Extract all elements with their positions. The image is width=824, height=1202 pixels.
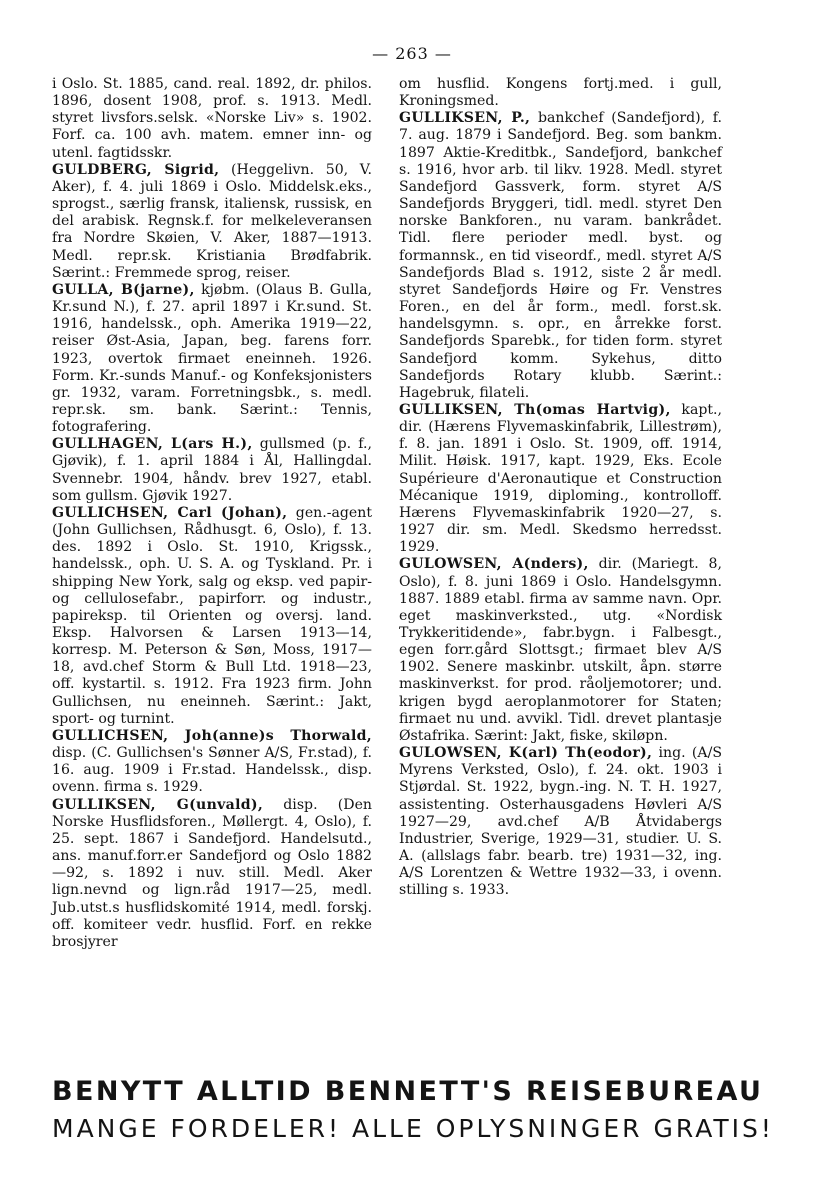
entry-gulowsen-karl [399,745,722,899]
entry-name: GULLIKSEN, G(unvald), [52,796,264,813]
entry-text: om husflid. Kongens fortj.med. i gull, Kroningsmed. [399,76,722,110]
entry-text: disp. (Den Norske Husflidsforen., Møllergt. 4, Oslo), f. 25. sept. 1867 i Sandefjord. Handelsutd., ans. manuf.forr.er Sandefjord og Oslo 1882—92, s. 1892 i nuv. still. Medl. Aker lign.nevnd og lign.råd 1917—25, medl. Jub.utst.s husflidskomité 1914, medl. forskj. off. komiteer vedr. husflid. Forf. en rekke brosjyrer [52,796,372,950]
entry-continuation [52,76,372,162]
advertisement-tagline: MANGE FORDELER! ALLE OPLYSNINGER GRATIS! [52,1114,774,1143]
entry-text: i Oslo. St. 1885, cand. real. 1892, dr. philos. 1896, dosent 1908, prof. s. 1913. Medl. styret livsfors.selsk. «Norske Liv» s. 1902. Forf. ca. 100 avh. matem. emner inn- og utenl. fagtidsskr. [52,76,372,161]
page-number: — 263 — [372,44,452,63]
entry-gulowsen-anders [399,556,722,745]
entry-text: gen.-agent (John Gullichsen, Rådhusgt. 6, Oslo), f. 13. des. 1892 i Oslo. St. 1910, Krigssk., handelssk., oph. U. S. A. og Tyskland. Pr. i shipping New York, salg og eksp. ved papir- og cellulosefabr., papirforr. og industr., papireksp. til Orienten og oversj. land. Eksp. Halvorsen & Larsen 1913—14, korresp. M. Peterson & Søn, Moss, 1917—18, avd.chef Storm & Bull Ltd. 1918—23, off. kystartil. s. 1912. Fra 1923 firm. John Gullichsen, nu eneinneh. Særint.: Jakt, sport- og turnint. [52,504,372,727]
entry-name: GULLIKSEN, Th(omas Hartvig), [399,401,671,418]
advertisement-headline: BENYTT ALLTID BENNETT'S REISEBUREAU [52,1076,764,1107]
entry-gullichsen-carl [52,505,372,728]
entry-text: dir. (Mariegt. 8, Oslo), f. 8. juni 1869 i Oslo. Handelsgymn. 1887. 1889 etabl. firma av samme navn. Opr. eget maskinverksted., utg. «Nordisk Trykkeritidende», fabr.bygn. i Falbesgt., egen forr.gård Slottsgt.; firmaet blev A/S 1902. Senere maskinbr. utskilt, åpn. større maskinverkst. for prod. råoljemotorer; und. krigen bygd aeroplanmotorer for Staten; firmaet nu und. avvikl. Tidl. drevet plantasje Østafrika. Særint: Jakt, fiske, skiløpn. [399,556,722,744]
entry-name: GULDBERG, Sigrid, [52,161,220,178]
entry-name: GULOWSEN, K(arl) Th(eodor), [399,745,653,762]
entry-gullhagen [52,436,372,505]
entry-name: GULLA, B(jarne), [52,281,195,298]
entry-gullichsen-johannes [52,728,372,797]
entry-gulla [52,282,372,436]
entry-guldberg [52,162,372,282]
entry-text: (Heggelivn. 50, V. Aker), f. 4. juli 1869 i Oslo. Middelsk.eks., sprogst., særlig fransk, italiensk, russisk, en del arabisk. Regnsk.f. for melkeleveransen fra Nordre Skøien, V. Aker, 1887—1913. Medl. repr.sk. Kristiania Brødfabrik. Særint.: Fremmede sprog, reiser. [52,161,372,281]
entry-name: GULOWSEN, A(nders), [399,556,589,573]
entry-text: disp. (C. Gullichsen's Sønner A/S, Fr.stad), f. 16. aug. 1909 i Fr.stad. Handelssk., disp. ovenn. firma s. 1929. [52,745,372,796]
entry-text: gullsmed (p. f., Gjøvik), f. 1. april 1884 i Ål, Hallingdal. Svennebr. 1904, håndv. brev 1927, etabl. som gullsm. Gjøvik 1927. [52,436,372,504]
entry-text: bankchef (Sandefjord), f. 7. aug. 1879 i Sandefjord. Beg. som bankm. 1897 Aktie-Kreditbk., Sandefjord, bankchef s. 1916, hvor arb. til likv. 1928. Medl. styret Sandefjord Gassverk, form. styret A/S Sandefjords Bryggeri, tidl. medl. styret Den norske Bankforen., nu varam. bankrådet. Tidl. flere perioder medl. byst. og formannsk., en tid viseordf., medl. styret A/S Sandefjords Blad s. 1912, siste 2 år medl. styret Sandefjords Høire og Fr. Venstres Foren., en del år form., medl. forst.sk. handelsgymn. s. opr., en årrekke forst. Sandefjords Sparebk., for tiden form. styret Sandefjord komm. Sykehus, ditto Sandefjords Rotary klubb. Særint.: Hagebruk, filateli. [399,110,722,401]
entry-name: GULLHAGEN, L(ars H.), [52,436,253,453]
entry-continuation [399,76,722,110]
entry-text: ing. (A/S Myrens Verksted, Oslo), f. 24. okt. 1903 i Stjørdal. St. 1922, bygn.-ing. N. T. H. 1927, assistenting. Osterhausgadens Høvleri A/S 1927—29, avd.chef A/B Åtvidabergs Industrier, Sverige, 1929—31, studier. U. S. A. (allslags fabr. bearb. tre) 1931—32, ing. A/S Lorentzen & Wettre 1932—33, i ovenn. stilling s. 1933. [399,745,722,899]
entry-name: GULLIKSEN, P., [399,110,531,127]
right-column [399,76,722,900]
entry-text: kapt., dir. (Hærens Flyvemaskinfabrik, Lillestrøm), f. 8. jan. 1891 i Oslo. St. 1909, off. 1914, Milit. Høisk. 1917, kapt. 1929, Eks. Ecole Supérieure d'Aeronautique et Construction Mécanique 1919, diploming., kontrolloff. Hærens Flyvemaskinfabrik 1920—27, s. 1927 dir. sm. Medl. Skedsmo herredsst. 1929. [399,401,722,556]
left-column [52,76,372,951]
entry-text: kjøbm. (Olaus B. Gulla, Kr.sund N.), f. 27. april 1897 i Kr.sund. St. 1916, handelssk., oph. Amerika 1919—22, reiser Øst-Asia, Japan, beg. farens forr. 1923, overtok firmaet eneinneh. 1926. Form. Kr.-sunds Manuf.- og Konfeksjonisters gr. 1932, varam. Forretningsbk., s. medl. repr.sk. sm. bank. Særint.: Tennis, fotografering. [52,281,372,436]
entry-gulliksen-p [399,110,722,402]
entry-name: GULLICHSEN, Joh(anne)s Thorwald, [52,727,372,744]
entry-name: GULLICHSEN, Carl (Johan), [52,504,288,521]
entry-gulliksen-gunvald [52,797,372,951]
entry-gulliksen-thomas [399,402,722,556]
